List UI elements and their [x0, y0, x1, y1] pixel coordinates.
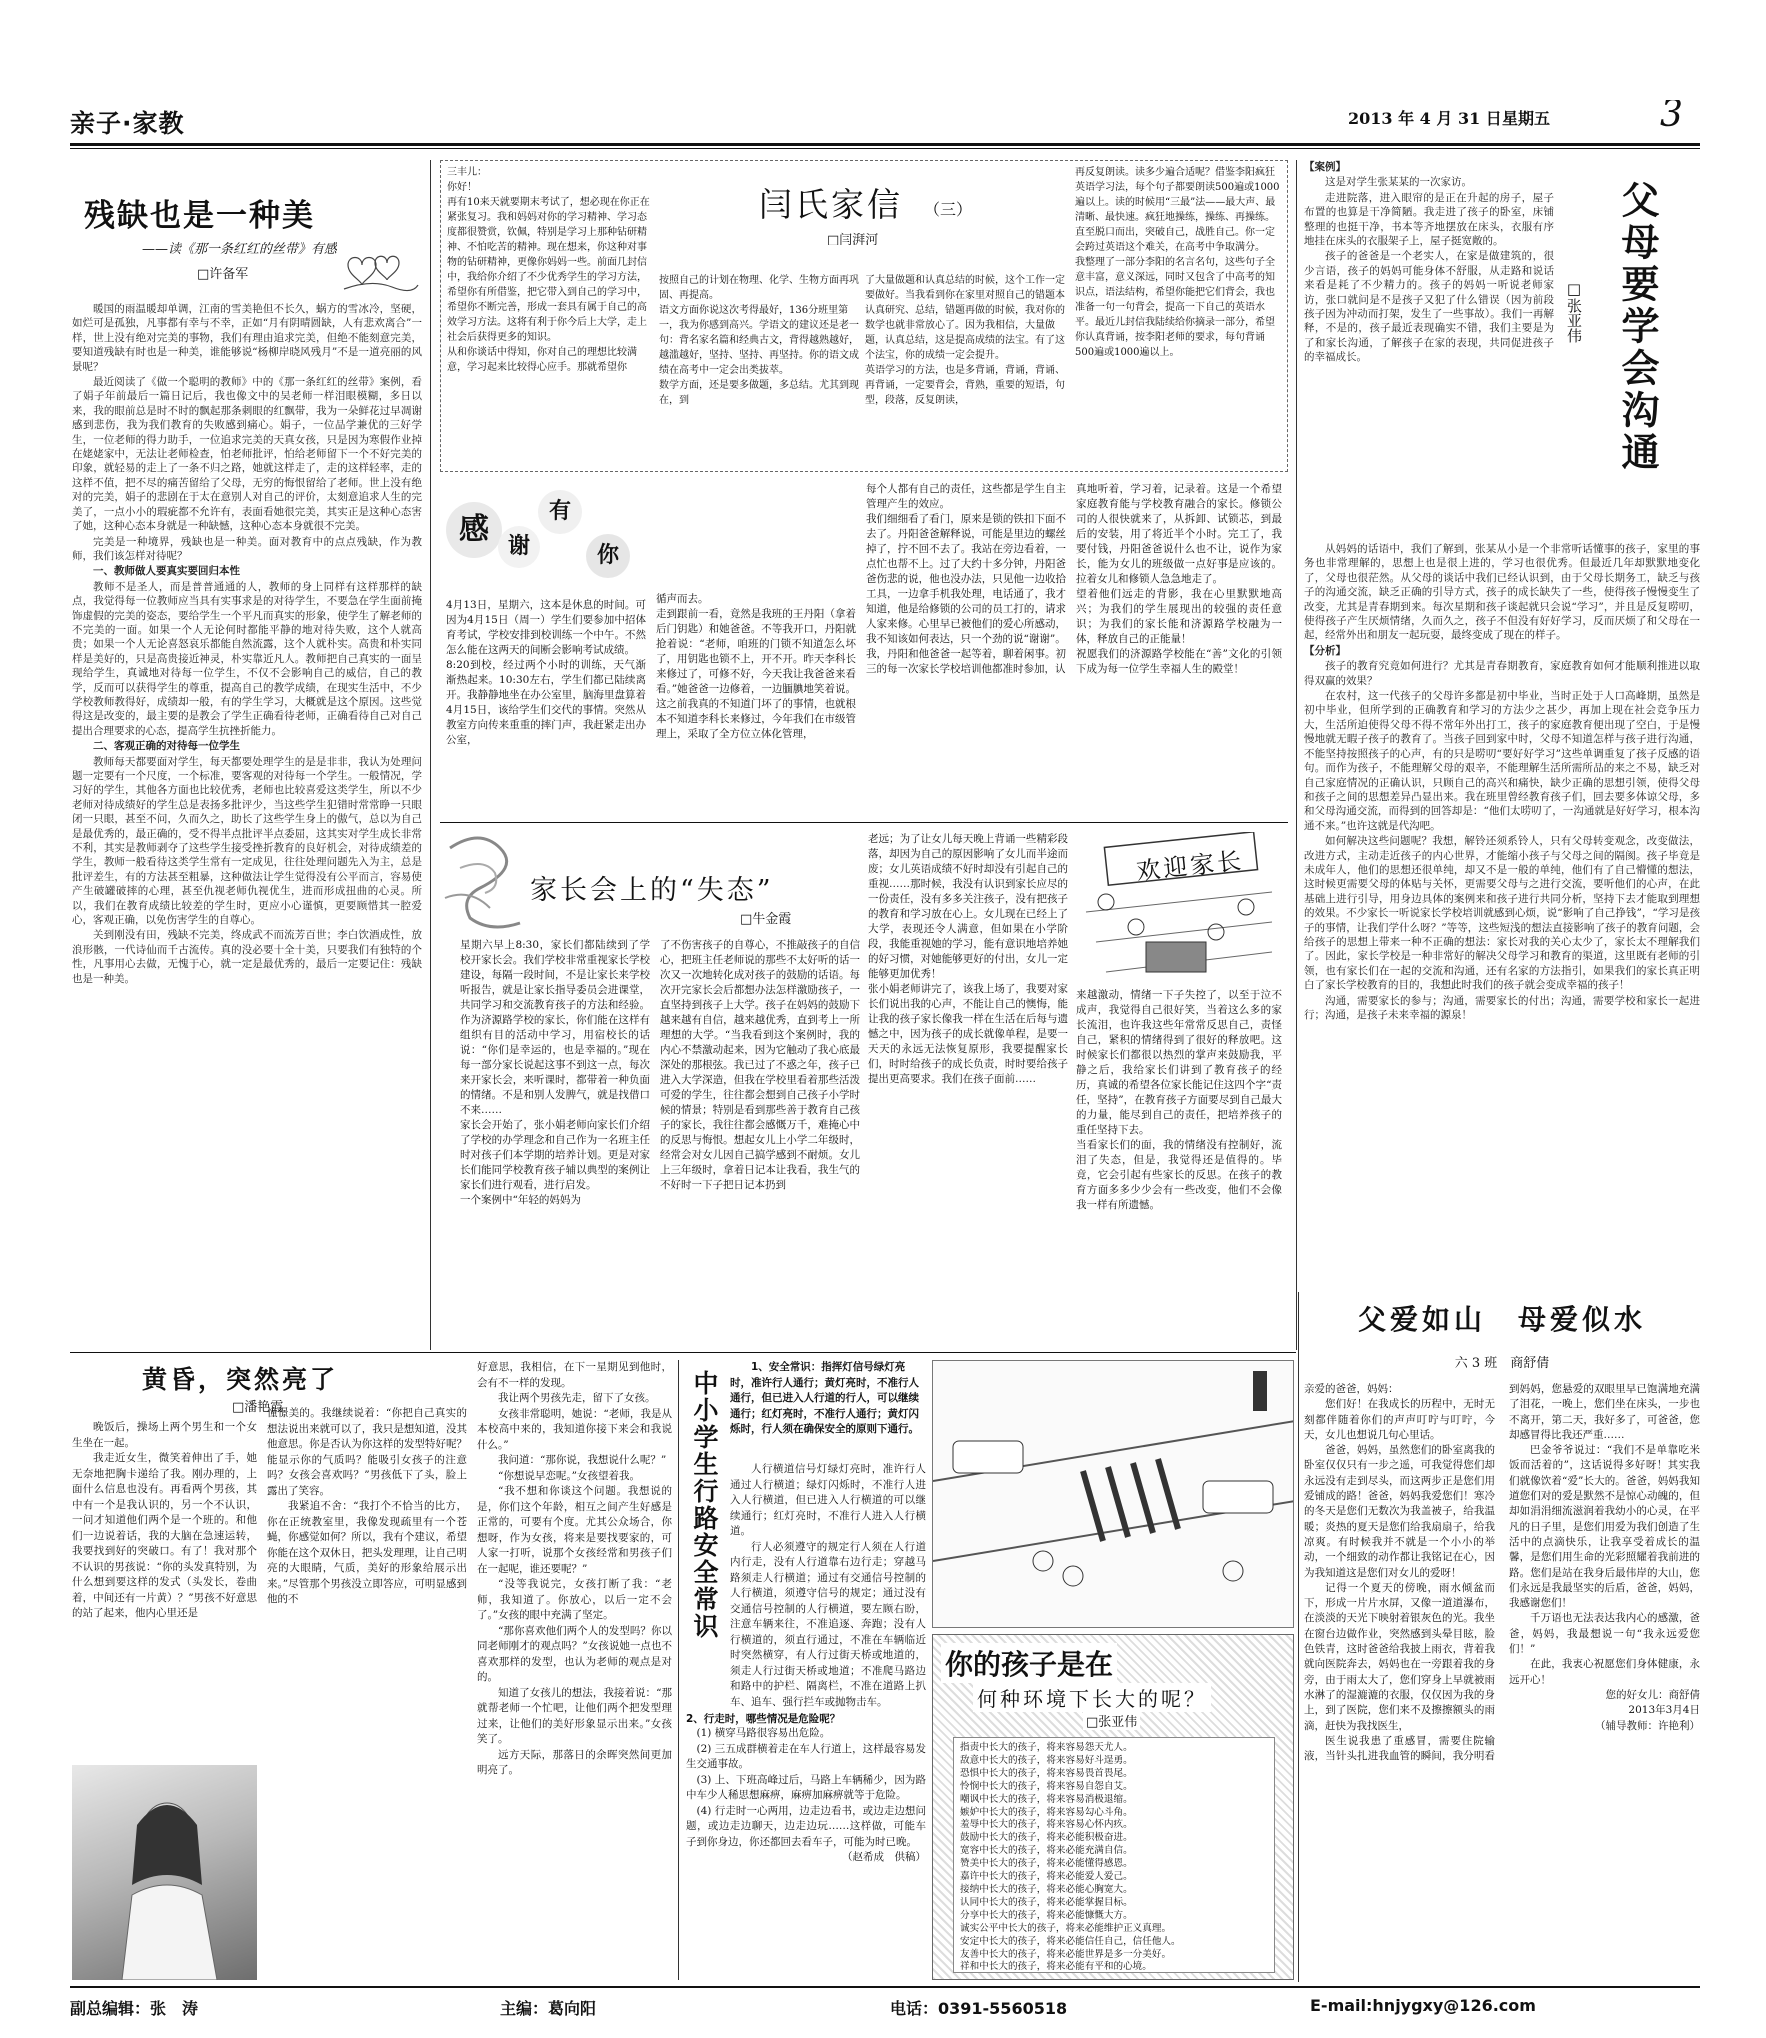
footer-rule	[70, 1986, 1700, 1988]
article-title: 中小学生行路安全常识	[690, 1370, 719, 1640]
paragraph: 如何解决这些问题呢？我想，解铃还须系铃人，只有父母转变观念，改变做法，改进方式，主动走近孩子的内心世界，才能缩小孩子与父母之间的隔阂。孩子毕竟是未成年人，他们的思想还很单纯，却又不是一般的单纯，他们有了自己懵懂的想法，这时候更需要父母的体贴与关怀，更需要父母与之进行交流，要听他们的心声，在此基础上进行引导，用身边具体的案例来和孩子进行共同分析，坚持下去才能取到理想的效果。不少家长一听说家长学校培训就感到心烦，说“影响了自己挣钱”，“学习是孩子的事情，让我们学什么呀？”等等，这些短浅的想法直接影响了孩子的教育问题，会给孩子的思想上带来一种不正确的想法：家长对我的关心太少了，家长太不理解我们了。因此，家长学校是一种非常好的解决父母学习和教育的渠道，这里既有老师的引领，也有家长们在一起的交流和沟通，还有名家的方法指引，如果我们的家长真正明白了家长学校教育的目的，我想此时我们的孩子就会变成幸福的孩子！	[1304, 835, 1700, 992]
letter-col-1: 三丰儿： 你好！ 再有10来天就要期末考试了，想必现在你正在紧张复习。我和妈妈对你的学习精神、学习态度都很赞赏，钦佩，特别是学习上那种钻研精神、不怕吃苦的精神。现在想来，你这种对事物的钻研精神，更像你妈妈一些。前面几封信中，我给你介绍了不少优秀学生的学习方法，希望你有所借鉴，把它带入到自己的学习中，希望你不断完善，形成一套具有属于自己的高效学习方法。这将有利于你今后上大学，走上社会后获得更多的知识。 从和你谈话中得知，你对自己的理想比较满意，学习起来比较得心应手。那就希望你	[447, 167, 650, 373]
environment-line: 怜悯中长大的孩子，将来容易自怨自艾。	[960, 1780, 1133, 1792]
paragraph: (2) 三五成群横着走在车人行道上，这样最容易发生交通事故。	[686, 1742, 926, 1771]
swirl-decoration-icon	[440, 828, 530, 938]
paragraph: 教师每天都要面对学生，每天都要处理学生的是是非非，我认为处理问题一定要有一个尺度，一个标准，要客观的对待每一个学生。一般情况，学习好的学生，其他各方面也比较优秀，老师也比较喜爱这类学生，所以不少老师对待成绩好的学生总是表扬多批评少，当这些学生犯错时常常睁一只眼闭一只眼，甚至不问，久而久之，助长了这些学生身上的傲气，总以为自己是最优秀的，最正确的，受不得半点批评半点委屈，这其实对学生成长非常不利，其实是教师剥夺了这些学生接受挫折教育的良好机会，对待成绩差的学生，教师一般看待这类学生常有一定成见，往往处理问题先入为主，总是批评差生，有的方法甚至粗暴，这种做法让学生觉得没有公平而言，容易使产生破罐破摔的心理，甚至仇视老师仇视优生，进而形成扭曲的心灵。所以，我们在教育成绩比较差的学生时，更应小心谨慎，更要顾惜其一腔爱心，客观正确，以免伤害学生的自尊心。	[72, 755, 422, 927]
paragraph: 在此，我衷心祝愿您们身体健康，永远开心！	[1509, 1658, 1700, 1686]
environment-line: 嘲讽中长大的孩子，将来容易消极退缩。	[960, 1793, 1133, 1805]
safety-body	[730, 1462, 926, 1707]
article-author: □张亚伟	[1565, 280, 1583, 343]
section-heading: 2、行走时，哪些情况是危险呢？	[686, 1713, 841, 1725]
paragraph: 教师不是圣人，而是普普通通的人，教师的身上同样有这样那样的缺点，我觉得每一位教师应当具有实事求是的对待学生，不要急在学生面前掩饰虚假的完美的姿态，要给学生一个平凡而真实的形象，使学生了解老师的不完美的一面。如果一个人无论何时都能平静的地对待失败，这个人就高贵；如果一个人无论喜怒哀乐都能自然流露，这个人就朴实。高贵和朴实同样是美好的，只是高贵接近神灵，朴实靠近凡人。教师把自己真实的一面呈现给学生，真诚地对待每一位学生，不仅不会影响自己的威信，自己的教学，反而可以获得学生的尊重，提高自己的教学成绩，在现实生活中，不少学校教师教得好，成绩却一般，有的学生学习，大概就是这个原因。这些觉得这是改变的，最主要的是教会了学生正确看待老师，正确看待自己对自己提出合理要求的心态，提高学生抗挫折能力。	[72, 580, 422, 737]
section-rule	[440, 822, 1288, 823]
signature: 您的好女儿：商舒倩	[1605, 1688, 1700, 1701]
section-heading: 【分析】	[1304, 644, 1346, 657]
paragraph: 沟通，需要家长的参与；沟通，需要家长的付出；沟通，需要学校和家长一起进行；沟通，是孩子未来幸福的源泉！	[1304, 994, 1700, 1021]
article-author: □牛金霞	[740, 912, 792, 927]
paragraph: 在农村，这一代孩子的父母许多都是初中毕业，当时正处于人口高峰期，虽然是初中毕业，但所学到的正确教育和学习的方法少之甚少，再加上现在社会竞争压力大，生活所迫使得父母不得不常年外出打工，孩子的家庭教育便出现了空白，于是慢慢地就无暇子孩子的教育了。当孩子回到家中时，父母不知道怎样与孩子进行沟通，不能坚持按照孩子的心声，有的只是唠叨“要好好学习”这些单调重复了孩子反感的语句。而作为孩子，不能理解父母的艰辛，不能理解生活所需所品的来之不易，缺乏对自己家庭情况的正确认识，只顾自己的高兴和痛快，缺少正确的思想引领，使得父母和孩子之间的思想差异凸显出来。我在班里曾经教育孩子们，回去要多体谅父母，多和父母沟通交流，而得到的回答却是：“他们太唠叨了，一沟通就是好好学习，根本沟通不来。”也许这就是代沟吧。	[1304, 690, 1700, 832]
article-title: 你的孩子是在	[941, 1643, 1117, 1683]
article-meeting	[440, 828, 1288, 1350]
title-char: 感	[446, 502, 502, 558]
section-heading: 【案例】	[1304, 161, 1346, 173]
column-rule	[1296, 160, 1297, 1350]
paragraph: 人行横道信号灯绿灯亮时，准许行人通过人行横道；绿灯闪烁时，不准行人进入人行横道，但已进入人行横道的可以继续通行；红灯亮时，不准行人进入人行横道。	[730, 1463, 926, 1537]
issue-weekday: 星期五	[1502, 109, 1551, 128]
article-parents	[1304, 160, 1700, 1285]
girl-photo	[72, 1765, 257, 1980]
environment-line: 友善中长大的孩子，将来必能世界是多一分美好。	[960, 1948, 1172, 1960]
paragraph: 好意思，我相信，在下一星期见到他时，会有不一样的发现。	[477, 1361, 672, 1389]
salutation: 亲爱的爸爸，妈妈：	[1304, 1383, 1399, 1395]
paragraph: 完美是一种境界，残缺也是一种美。面对教育中的点点残缺，作为教师，我们该怎样对待呢？	[72, 535, 422, 562]
paragraph: 最近阅读了《做一个聪明的教师》中的《那一条红红的丝带》案例，看了娟子年前最后一篇日记后，我也像文中的吴老师一样泪眼模糊，多日以来，我的眼前总是时不时的飘起那条刺眼的红飘带，我为一朵鲜花过早凋谢感到悲伤，我为我们教育的失败感到痛心。娟子，一位品学兼优的三好学生，一位老师的得力助手，一位追求完美的天真女孩，只是因为寒假作业掉在姥姥家中，无法让老师检查，怕老师批评，怕给老师留下一个不好完美的印象，就轻易的走上了一条不归之路，她就这样走了，走的这样轻率，走的这样不值，把不尽的痛苦留给了父母，无穷的悔恨留给了老师。世上没有绝对的完美，娟子的悲剧在于太在意别人对自己的评价，太刻意追求人生的完美了，一点小小的瑕疵都不允许有，表面看她很完美，其实正是这种心态害了她，这种心态本身就是一种缺憾，这种心态本身就很不完美。	[72, 376, 422, 533]
environment-line: 祥和中长大的孩子，将来必能有平和的心境。	[960, 1961, 1152, 1973]
meeting-col-2: 了不伤害孩子的自尊心，不推敲孩子的自信心，把班主任老师说的那些不太好听的话一次又一次地转化成对孩子的鼓励的话语。每次开完家长会后都想办法怎样激励孩子，一直坚持到孩子上大学。孩子在妈妈的鼓励下越来越有自信，越来越优秀，直到考上一所理想的大学。“当我看到这个案例时，我的内心不禁激动起来，因为它触动了我心底最深处的那根弦。我已过了不惑之年，孩子已进入大学深造，但我在学校里看着那些活泼可爱的学生，往往都会想到自己孩子小学时候的情景；特别是看到那些善于教育自己孩子的家长，我往往都会感慨万千，难掩心中的反思与悔恨。想起女儿上小学二年级时，经常会对女儿因自己搞学感到不耐烦。女儿上三年级时，拿着日记本让我看，我生气的不好时一下子把日记本扔到	[660, 939, 860, 1191]
parent-meeting-illustration	[1076, 832, 1282, 982]
article-title: 黄昏，突然亮了	[142, 1365, 339, 1394]
letter-col-2: 按照自己的计划在物理、化学、生物方面再巩固、再提高。 语文方面你说这次考得最好，136分班里第一，我为你感到高兴。学语文的建议还是老一句：背名家名篇和经典古文，背得越熟越好，越滥越好，坚持、坚持、再坚持。你的语文成绩在高考中一定会出类拔萃。 数学方面，还是要多做题，多总结。尤其到现在，到	[659, 275, 859, 406]
meeting-col-3: 老远；为了让女儿每天晚上背诵一些精彩段落，却因为自己的原因影响了女儿而半途而废；女儿英语成绩不好时却没有引起自己的重视……那时候，我没有认识到家长应尽的一份责任，没有多多关注孩子，没有把孩子的教育和学习放在心上。女儿现在已经上了大学，表现还令人满意，但如果在小学阶段，我能重视她的学习，能有意识地培养她的好习惯，对她能够更好的付出，女儿一定能够更加优秀！ 张小娟老师讲完了，该我上场了，我要对家长们说出我的心声，不能让自己的懊悔，能让我的孩子家长像我一样在生活在后每与遗憾之中，因为孩子的成长就像单程，是要一天天的永远无法恢复原形，我要提醒家长们，时时给孩子的成长负责，时时要给孩子提出更高要求。我们在孩子面前……	[868, 833, 1068, 1085]
girl-portrait-icon	[72, 1765, 257, 1980]
paragraph: 晚饭后，操场上两个男生和一个女生坐在一起。	[72, 1421, 257, 1449]
thanks-col-3: 每个人都有自己的责任，这些都是学生自主管理产生的效应。 我们细细看了看门，原来是锁的铁扣下面不去了。丹阳爸爸解释说，可能是里边的螺丝掉了，拧不回不去了。我站在旁边看着，一点忙也帮不上。过了大约十多分钟，丹阳爸爸伤悲的说，他也没办法，只见他一边收拾工具，一边拿手机我处理，电话通了，我才知道，他是给修锁的公司的员工打的，请求人家来修。心里早已被他们的爱心所感动，我不知该如何表达，只一个劲的说“谢谢”。 我，丹阳和他爸爸一起等着，聊着闲事。初三的每一次家长学校培训他都准时参加，认	[866, 483, 1066, 675]
article-title: 家长会上的“失态”	[530, 875, 774, 906]
title-bubbles	[446, 482, 646, 592]
environment-line: 安定中长大的孩子，将来必能信任自己，信任他人。	[960, 1935, 1181, 1947]
paragraph: 医生说我患了重感冒，需要住院输液，当针头扎进我血管的瞬间，我分明看到妈妈，您悬爱的双眼里早已饱满地充满了泪花，一晚上，您们坐在床头，一步也不离开，第二天，我好多了，可爸爸，您却感冒得比我还严重……	[1304, 1383, 1700, 1763]
article-author: □闫湃河	[827, 233, 879, 245]
environment-line: 赞美中长大的孩子，将来必能懂得感恩。	[960, 1858, 1133, 1870]
letter-date: 2013年3月4日	[1628, 1704, 1700, 1717]
paragraph: 千万语也无法表达我内心的感激，爸爸，妈妈，我最想说一句“我永远爱您们！”	[1509, 1612, 1700, 1656]
meeting-col-1: 星期六早上8:30，家长们都陆续到了学校开家长会。我们学校非常重视家长学校建设，每隔一段时间，不是让家长来学校听报告，就是让家长指导委员会进课堂，共同学习和交流教育孩子的方法和经验。作为济源路学校的家长，你们能在这样有组织有目的活动中学习，用宿校长的话说：“你们是幸运的，也是幸福的。”现在每一部分家长说起这事不到这一点，每次来开家长会，来听课时，都带着一种负面的情绪。不是和别人发脾气，就是找借口不来…… 家长会开始了，张小娟老师向家长们介绍了学校的办学理念和自己作为一名班主任时对孩子们本学期的培养计划。更是对家长们能同学校教育孩子辅以典型的案例让家长们进行观看，进行启发。 一个案例中“年轻的妈妈为	[460, 939, 650, 1206]
advisor-credit: （辅导教师：许艳利）	[1595, 1719, 1700, 1732]
paragraph: “那你喜欢他们两个人的发型吗？你以同老师刚才的观点吗？”女孩说她一点也不喜欢那样的发型，也认为老师的观点是对的。	[477, 1624, 672, 1683]
title-char: 有	[538, 490, 582, 534]
article-body	[72, 302, 422, 1347]
article-author: □潘艳霞	[232, 1400, 284, 1415]
environment-line: 诚实公平中长大的孩子，将来必能维护正义真理。	[960, 1922, 1172, 1934]
paragraph: 我走近女生，微笑着伸出了手，她无奈地把胸卡递给了我。刚办理的，上面什么信息也没有。再看两个男孩，其中有一个是我认识的，另一个不认识，一问才知道他们两个是一个班的。和他们一边说着话，我的大脑在急速运转，我要找到好的突破口。有了！我对那个不认识的男孩说：“你的头发真特别，为什么想到要这样的发式（头发长，卷曲着，中间还有一片黄）？”男孩不好意思的站了起来，他内心里还是	[72, 1452, 257, 1619]
article-environment	[932, 1634, 1294, 1980]
article-subtitle: ——读《那一条红红的丝带》有感	[142, 242, 338, 257]
email: E-mail:hnjygxy@126.com	[1310, 1996, 1536, 2015]
huanghun-col-3	[477, 1360, 672, 1980]
thanks-col-4: 真地听着，学习着，记录着。这是一个希望家庭教育能与学校教育融合的家长。修锁公司的人很快就来了，从拆卸、试锁芯，到最后的安装，用了将近半个小时。完工了，我要付钱，丹阳爸爸说什么也不让，说作为家长，能为女儿的班级做一点好事是应该的。拉着女儿和修锁人急急地走了。 望着他们远走的背影，我在心里默默地高兴；为我们的学生展现出的较强的责任意识；为我们的家长能和济源路学校融为一体，释放自己的正能量！ 祝愿我们的济源路学校能在“善”文化的引领下成为每一位学生幸福人生的殿堂！	[1076, 483, 1282, 675]
paragraph: (3) 上、下班高峰过后，马路上车辆稀少，因为路中车少人稀思想麻痹，麻痹加麻痹就等于危险。	[686, 1773, 926, 1802]
environment-line: 接纳中长大的孩子，将来必能心胸宽大。	[960, 1883, 1133, 1895]
article-body	[1304, 542, 1700, 1282]
article-thanks	[440, 478, 1288, 820]
environment-line: 认同中长大的孩子，将来必能掌握目标。	[960, 1896, 1133, 1908]
thanks-col-2: 循声而去。 走到跟前一看，竟然是我班的王丹阳（拿着后门钥匙）和她爸爸。不等我开口，丹阳就抢着说：“老师，咱班的门锁不知道怎么坏了，用钥匙也锁不上，开不开。昨天李科长来修过了，可修不好，今天我让我爸爸来看看。”她爸爸一边修着，一边腼腆地笑着说。这之前我真的不知道门坏了的事情，也就根本不知道李科长来修过，今年我们在市级管理上，采取了全方位立体化管理，	[656, 593, 856, 740]
page-footer	[70, 1990, 1700, 2024]
safety-body-lower	[686, 1712, 926, 1980]
environment-line: 恐惧中长大的孩子，将来容易畏首畏尾。	[960, 1767, 1133, 1779]
article-part: （三）	[924, 200, 973, 219]
environment-line: 嫉妒中长大的孩子，将来容易勾心斗角。	[960, 1806, 1133, 1818]
paragraph: (1) 横穿马路很容易出危险。	[696, 1727, 831, 1740]
paragraph: 我问道：“那你说，我想说什么呢？”	[498, 1454, 667, 1466]
page-header	[70, 100, 1700, 142]
paragraph: 巴金爷爷说过：“我们不是单靠吃米饭而活着的”，这话说得多好呀！其实我们就像饮着“爱”长大的。爸爸，妈妈我知道您们对的爱是默然不是惊心动魄的，但却如涓涓细流滋润着我幼小的心灵，在平凡的日子里，是您们用爱为我们创造了生活中的点滴快乐，让我享受着成长的温馨，是您们用生命的光彩照耀着我前进的路。您们是站在我身后最伟岸的大山，您们永远是我最坚实的后盾，爸爸，妈妈，我感谢您们！	[1509, 1444, 1700, 1610]
paragraph: 憧憬美的。我继续说着：“你把自己真实的想法说出来就可以了，我只是想知道，没其他意思。你是否认为你这样的发型特好呢？能显示你的气质吗？能吸引女孩子的注意吗？女孩会喜欢吗？”男孩低下了头，脸上露出了笑容。	[267, 1407, 467, 1497]
page-number: 3	[1660, 100, 1683, 135]
section-heading: 一、教师做人要真实要回归本性	[93, 565, 240, 578]
paragraph: 您们好！在我成长的历程中，无时无刻都伴随着你们的声声叮咛与叮咛，今天，女儿也想说几句心里话。	[1304, 1398, 1495, 1441]
huanghun-col-2	[267, 1406, 467, 1980]
article-letters	[440, 160, 1288, 472]
paragraph: 我让两个男孩先走，留下了女孩。	[498, 1392, 656, 1404]
paragraph: 我紧追不舍：“我打个不恰当的比方，你在正统教室里，我像发现疏里有一个苍蝇，你感觉如何？所以，我有个建议，希望你能在这个双休日，把头发理理，让自己明亮的大眼睛，气质，美好的形象给展示出来。”尽管那个男孩没立即答应，可明显感到他的不	[267, 1500, 467, 1605]
article-body-top	[1304, 160, 1554, 535]
article-title: 闫氏家信	[759, 185, 903, 224]
paragraph: 孩子的教育究竟如何进行？尤其是青春期教育，家庭教育如何才能顺利推进以取得双赢的效果？	[1304, 660, 1700, 687]
paragraph: 远方天际，那落日的余晖突然间更加明亮了。	[477, 1748, 672, 1776]
editor: 主编：葛向阳	[500, 1999, 597, 2018]
article-author: □张亚伟	[1083, 1711, 1140, 1730]
environment-line: 指责中长大的孩子，将来容易怨天尤人。	[960, 1742, 1133, 1753]
meeting-col-4: 来越激动，情绪一下子失控了，以至于泣不成声，我觉得自己很好笑，当着这么多的家长流泪，也许我这些年常常反思自己，责怪自己，紧积的情绪得到了很好的释放吧。这时候家长们都很以热烈的掌声来鼓励我，平静之后，我给家长们讲到了教育孩子的经历，真诚的希望各位家长能记住这四个字“责任，坚持”，在教育孩子方面要尽到自己最大的力量，能尽到自己的责任，把培养孩子的重任坚持下去。 当看家长们的面，我的情绪没有控制好，流泪了失态，但是，我觉得还是值得的。毕竟，它会引起有些家长的反思。在孩子的教育方面多多少少会有一些改变，他们不会像我一样有所遗憾。	[1076, 989, 1282, 1211]
article-title: 父爱如山 母爱似水	[1357, 1303, 1646, 1336]
header-rule-thin	[70, 148, 1700, 149]
thanks-col-1: 4月13日，星期六，这本是休息的时间。可因为4月15日（周一）学生们要参加中招体育考试，学校安排到校训练一个中午。不然怎么能在这两天的间断会影响考试成绩。 8:20到校，经过两个小时的训练，天气渐渐热起来。10:30左右，学生们都已陆续离开。我静静地坐在办公室里，脑海里盘算着4月15日，该给学生们交代的事情。突然从教室方向传来重重的摔门声，我赶紧走出办公室，	[446, 599, 646, 746]
article-author: 六 3 班 商舒倩	[1454, 1356, 1550, 1371]
paragraph: 女孩非常聪明，她说：“老师，我是从本校高中来的，我知道你接下来会和我说什么。”	[477, 1407, 672, 1451]
paragraph: 这是对学生张某某的一次家访。	[1325, 176, 1472, 189]
title-char: 你	[586, 534, 630, 578]
article-canque	[72, 160, 422, 1350]
article-author: □许备军	[197, 267, 249, 282]
environment-lines	[953, 1737, 1275, 1973]
paragraph: “没等我说完，女孩打断了我：“老师，我知道了。你放心，以后一定不会了。”女孩的眼中充满了坚定。	[477, 1578, 672, 1621]
environment-line: 嘉许中长大的孩子，将来必能爱人爱己。	[960, 1871, 1133, 1883]
article-safety	[686, 1360, 926, 1980]
section-title: 亲子·家教	[70, 109, 185, 138]
column-rule	[678, 1360, 679, 1980]
paragraph: 走进院落，进入眼帘的是正在升起的房子，屋子布置的也算是干净简陋。我走进了孩子的卧室，床铺整理的也挺干净，书本等齐地摆放在床头，衣服有序地挂在床头的衣服架子上，屋子挺宽敞的。	[1304, 191, 1554, 248]
section-heading: 二、客观正确的对待每一位学生	[93, 740, 240, 753]
column-rule	[430, 160, 431, 1350]
title-char: 谢	[498, 526, 540, 568]
article-title: 父母要学会沟通	[1615, 180, 1659, 474]
article-subtitle: 何种环境下长大的呢？	[973, 1683, 1211, 1712]
letter-col-4: 再反复朗读。读多少遍合适呢？借鉴李阳疯狂英语学习法，每个句子都要朗读500遍或1000遍以上。读的时候用“三最”法——最大声、最清晰、最快速。疯狂地操练，操练、再操练。直至脱口而出，突破自己，战胜自己。你一定会跨过英语这个难关，在高考中争取满分。 我整理了一部分李阳的名言名句，这些句子全意丰富，意义深远，同时又包含了中高考的知识点，语法结构，希望你能把它们背会，我也准备一句一句背会，提高一下自己的英语水平。最近儿封信我陆续给你摘录一部分，希望你认真背诵，按李阳老师的要求，每句背诵500遍或1000遍以上。	[1075, 167, 1280, 358]
paragraph: (4) 行走时一心两用，边走边看书，或边走边想问题，或边走边聊天，边走边玩……这样做，可能车子到你身边，你还都回去看车子，可能为时已晚。	[686, 1804, 926, 1848]
environment-line: 羞辱中长大的孩子，将来容易心怀内疚。	[960, 1819, 1133, 1831]
safety-rules-bold: 1、安全常识：指挥灯信号绿灯亮时，准许行人通行；黄灯亮时，不准行人通行，但已进入人行道的行人，可以继续通行；红灯亮时，不准行人通行；黄灯闪烁时，行人须在确保安全的原则下通行。	[730, 1361, 919, 1435]
issue-date: 2013 年 4 月 31 日	[1348, 109, 1502, 128]
crosswalk-drawing-icon	[933, 1361, 1294, 1628]
paragraph: “我不想和你谈这个问题。我想说的是，你们这个年龄，相互之间产生好感是正常的，可要有个度。尤其公众场合，你想呀，作为女孩，将来是要找要家的，可人家一打听，说那个女孩经常和男孩子们在一起呢，谁还要呢？”	[477, 1485, 672, 1575]
environment-line: 分享中长大的孩子，将来必能慷慨大方。	[960, 1909, 1133, 1921]
lower-section-rule	[70, 1352, 1296, 1353]
letter-col-3: 了大量做题和认真总结的时候，这个工作一定要做好。当我看到你在家里对照自己的错题本认真研究、总结，错题再做的时候，我对你的数学也就非常放心了。因为我相信，大量做题，认真总结，这是提高成绩的法宝。有了这个法宝，你的成绩一定会提升。 英语学习的方法，也是多背诵，背诵，背诵、再背诵，一定要背会，背熟，重要的短语，句型，段落，反复朗读，	[865, 275, 1065, 406]
huanghun-col-1	[72, 1420, 257, 1760]
article-title: 残缺也是一种美	[84, 198, 315, 234]
environment-line: 敌意中长大的孩子，将来容易好斗逞勇。	[960, 1754, 1133, 1766]
header-rule	[70, 143, 1700, 146]
paragraph: 暖国的雨温暖却单调，江南的雪美艳但不长久，蜗方的雪冰冷，坚硬，如烂可是孤独，凡事都有幸与不幸，正如“月有阴晴圆缺，人有悲欢离合”一样，世上没有绝对完美的事物，我们有理由追求完美，但绝不能刻意完美，要知道残缺有时也是一种美，谁能够说“杨柳岸晓风残月”不是一道亮丽的风景呢？	[72, 303, 422, 373]
paragraph: 行人必须遵守的规定行人须在人行道内行走，没有人行道靠右边行走；穿越马路须走人行横道；通过有交通信号控制的人行横道，须遵守信号的规定；通过没有交通信号控制的人行横道，要左顾右盼，注意车辆来往，不准追逐、奔跑；没有人行横道的，须直行通过，不准在车辆临近时突然横穿，有人行过街天桥或地道的，须走人行过街天桥或地道；不准爬马路边和路中的护栏、隔离栏，不准在道路上扒车、追车、强行拦车或抛物击车。	[730, 1540, 926, 1707]
deputy-editor: 副总编辑：张 涛	[70, 1999, 199, 2018]
paragraph: 记得一个夏天的傍晚，雨水倾盆而下，形成一片片水屏，又像一道道瀑布，在淡淡的天光下映射着银灰色的光。我坐在窗台边做作业，突然感到头晕目眩，脸色铁青，这时爸爸给我披上雨衣，背着我就向医院奔去，妈妈也在一旁跟着我的身旁，由于雨太大了，您们穿身上早就被雨水淋了的湿漉漉的衣服，仅仅因为我的身上，到了医院，您们来不及擦擦额头的雨滴，赶快为我找医生，	[1304, 1581, 1495, 1732]
paragraph: 孩子的爸爸是一个老实人，在家是做建筑的，很少言语，孩子的妈妈可能身体不舒服，从走路和说话来看是耗了不少精力的。孩子的妈妈一听说老师家访，张口就问是不是孩子又犯了什么错误（因为前段孩子因为冲动而打架，发生了一些事故）。我们一再解释，不是的，孩子最近表现确实不错，我们主要是为了和家长沟通，了解孩子在家的表现，共同促进孩子的幸福成长。	[1304, 250, 1554, 364]
paragraph: “你想说早恋呢。”女孩望着我。	[498, 1469, 640, 1482]
traffic-illustration	[932, 1360, 1294, 1628]
paragraph: 爸爸，妈妈，虽然您们的卧室离我的卧室仅仅只有一步之遥，可我觉得您们却永远没有走到尽头，而这两步正是您们用爱铺成的路！爸爸，妈妈我爱您们！寒冷的冬天是您们无数次为我盖被子，给我温暖；炎热的夏天是您们给我扇扇子，给我凉爽。有时候我并不就是一个小小的举动，一个细致的动作都让我铭记在心，因为我知道这是您们对女儿的爱呀！	[1304, 1444, 1495, 1579]
welcome-sign-text: 欢迎家长	[1135, 846, 1246, 886]
environment-line: 鼓励中长大的孩子，将来必能积极奋进。	[960, 1832, 1133, 1844]
paragraph: 关到刚没有田，残缺不完美，终成武不而流芳百世；李白饮酒成性，放浪形骸，一代诗仙而千古流传。真的没必要十全十美，只要我们有独特的个性，凡事用心去做，无愧于心，就一定是最优秀的，最后一定要记住：残缺也是一种美。	[72, 929, 422, 985]
article-body	[1304, 1382, 1700, 1978]
article-huanghun	[72, 1360, 672, 1980]
environment-line: 宽容中长大的孩子，将来必能充满自信。	[960, 1845, 1133, 1857]
ribbon-hearts-icon	[342, 245, 420, 295]
credit: （赵希成 供稿）	[842, 1851, 926, 1864]
letter-title-box	[659, 167, 1069, 245]
paragraph: 从妈妈的话语中，我们了解到，张某从小是一个非常听话懂事的孩子，家里的事务也非常理解的，思想上也是很上进的，学习也很优秀。但最近几年却默默地变化了，父母也很茫然。从父母的谈话中我们已经认识到，由于父母长期务工，缺乏与孩子的沟通交流，缺乏正确的引导方式，孩子的成长缺失了一些，使得孩子慢慢变生了改变，尤其是青春期到来。每次星期和孩子谈起就只会说“学习”，并且是反复唠叨，使得孩子产生厌烦情绪，久而久之，孩子不但没有好好学习，反而厌烦了和父母在一起，经常外出和朋友一起玩耍，最终变成了现在的样子。	[1304, 543, 1700, 642]
paragraph: 知道了女孩儿的想法，我接着说：“那就帮老师一个忙吧，让他们两个把发型理过来，让他们的美好形象显示出来。”女孩笑了。	[477, 1686, 672, 1745]
article-fumu	[1304, 1292, 1700, 1982]
column-rule	[1298, 1292, 1299, 1982]
phone: 电话：0391-5560518	[890, 1999, 1068, 2018]
